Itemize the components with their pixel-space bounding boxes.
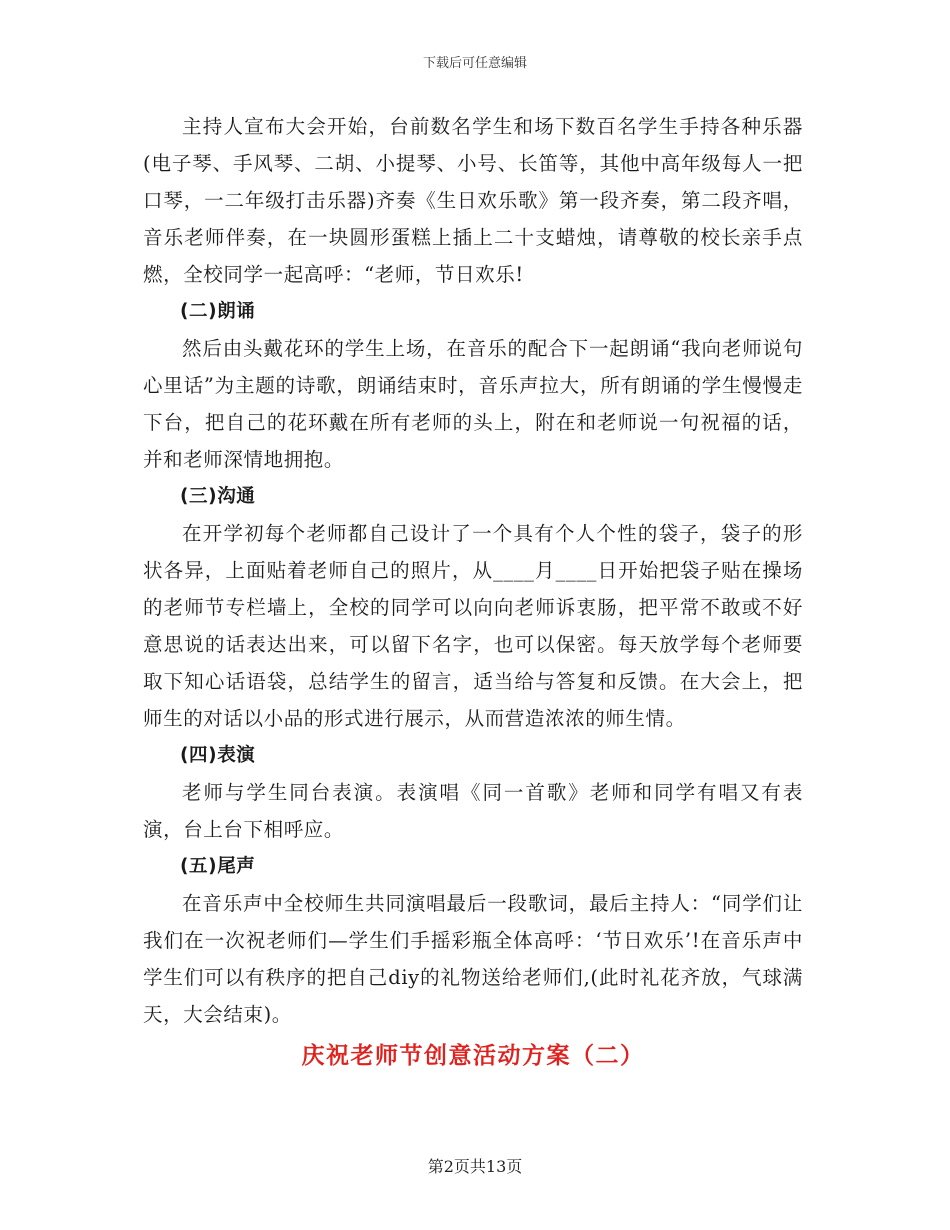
paragraph-opening: 主持人宣布大会开始，台前数名学生和场下数百名学生手持各种乐器(电子琴、手风琴、二胡、小提琴、小号、长笛等，其他中高年级每人一把口琴，一二年级打击乐器)齐奏《生日欢乐歌》第一段齐奏，第二段齐唱，音乐老师伴奏，在一块圆形蛋糕上插上二十支蜡烛，请尊敬的校长亲手点燃，全校同学一起高呼：“老师，节日欢乐! bbox=[143, 115, 803, 286]
section-heading-performance: (四)表演 bbox=[180, 745, 256, 766]
paragraph-communication: 在开学初每个老师都自己设计了一个具有个人个性的袋子，袋子的形状各异，上面贴着老师自己的照片，从____月____日开始把袋子贴在操场的老师节专栏墙上，全校的同学可以向向老师诉衷肠，把平常不敢或不好意思说的话表达出来，可以留下名字，也可以保密。每天放学每个老师要取下知心话语袋，总结学生的留言，适当给与答复和反馈。在大会上，把师生的对话以小品的形式进行展示，从而营造浓浓的师生情。 bbox=[143, 522, 803, 730]
paragraph-recitation: 然后由头戴花环的学生上场，在音乐的配合下一起朗诵“我向老师说句心里话”为主题的诗歌，朗诵结束时，音乐声拉大，所有朗诵的学生慢慢走下台，把自己的花环戴在所有老师的头上，附在和老师说一句祝福的话，并和老师深情地拥抱。 bbox=[143, 337, 803, 471]
paragraph-ending: 在音乐声中全校师生共同演唱最后一段歌词，最后主持人：“同学们让我们在一次祝老师们—学生们手摇彩瓶全体高呼：‘节日欢乐’!在音乐声中学生们可以有秩序的把自己diy的礼物送给老师们,(此时礼花齐放，气球满天，大会结束)。 bbox=[143, 892, 803, 1026]
section-heading-communication: (三)沟通 bbox=[180, 486, 256, 507]
page-footer: 第2页共13页 bbox=[427, 1157, 523, 1176]
page-header: 下载后可任意编辑 bbox=[422, 56, 527, 71]
document-body bbox=[143, 108, 803, 1074]
section-heading-recitation: (二)朗诵 bbox=[180, 301, 256, 322]
document-title: 庆祝老师节创意活动方案（二） bbox=[301, 1042, 645, 1069]
section-heading-ending: (五)尾声 bbox=[180, 856, 256, 877]
paragraph-performance: 老师与学生同台表演。表演唱《同一首歌》老师和同学有唱又有表演，台上台下相呼应。 bbox=[143, 781, 803, 841]
